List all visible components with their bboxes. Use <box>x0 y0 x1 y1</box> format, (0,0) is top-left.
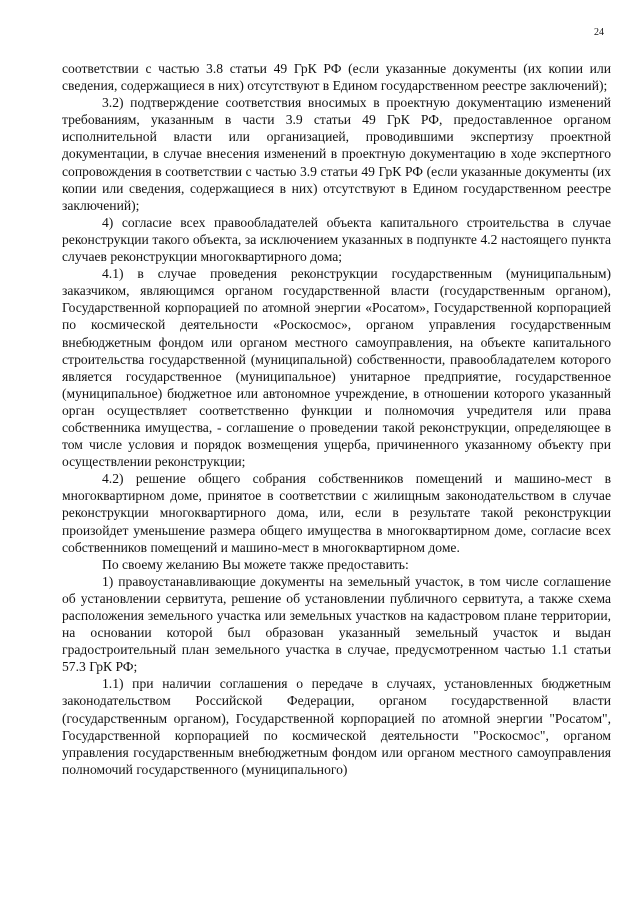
paragraph-item-4-1: 4.1) в случае проведения реконструкции государственным (муниципальным) заказчиком, являющимся органом государственной власти (государственным органом), Государственной корпорацией по атомной энергии «Росатом», Государственной корпорацией по космической деятельности «Роскосмос», органом управления государственным внебюджетным фондом или органом местного самоуправления, на объекте капитального строительства государственной (муниципальной) собственности, правообладателем которого является государственное (муниципальное) унитарное предприятие, государственное (муниципальное) бюджетное или автономное учреждение, в отношении которого указанный орган осуществляет соответственно функции и полномочия учредителя или права собственника имущества, - соглашение о проведении такой реконструкции, определяющее в том числе условия и порядок возмещения ущерба, причиненного указанному объекту при осуществлении реконструкции; <box>62 266 611 470</box>
paragraph-optional-item-1-1: 1.1) при наличии соглашения о передаче в случаях, установленных бюджетным законодательством Российской Федерации, органом государственной власти (государственным органом), Государственной корпорацией по атомной энергии "Росатом", Государственной корпорацией по космической деятельности "Роскосмос", органом управления государственным внебюджетным фондом или органом местного самоуправления полномочий государственного (муниципального) <box>62 676 611 777</box>
paragraph-item-4-2: 4.2) решение общего собрания собственников помещений и машино-мест в многоквартирном доме, принятое в соответствии с жилищным законодательством в случае реконструкции многоквартирного дома, или, если в результате такой реконструкции произойдет уменьшение размера общего имущества в многоквартирном доме, согласие всех собственников помещений и машино-мест в многоквартирном доме. <box>62 471 611 555</box>
paragraph-item-4: 4) согласие всех правообладателей объекта капитального строительства в случае реконструкции такого объекта, за исключением указанных в подпункте 4.2 настоящего пункта случаев реконструкции многоквартирного дома; <box>62 214 611 265</box>
paragraph-optional-intro: По своему желанию Вы можете также предоставить: <box>102 556 409 572</box>
document-body <box>62 60 611 778</box>
page-number: 24 <box>594 27 604 38</box>
paragraph-item-3-2: 3.2) подтверждение соответствия вносимых в проектную документацию изменений требованиям, указанным в части 3.9 статьи 49 ГрК РФ, предоставленное органом исполнительной власти или организацией, проводившими экспертизу проектной документации, в случае внесения изменений в проектную документацию в ходе экспертного сопровождения в соответствии с частью 3.9 статьи 49 ГрК РФ (если указанные документы (их копии или сведения, содержащиеся в них) отсутствуют в Едином государственном реестре заключений); <box>62 95 611 213</box>
paragraph-optional-item-1: 1) правоустанавливающие документы на земельный участок, в том числе соглашение об установлении сервитута, решение об установлении публичного сервитута, а также схема расположения земельного участка или земельных участков на кадастровом плане территории, на основании которой был образован указанный земельный участок и выдан градостроительный план земельного участка в случае, предусмотренном частью 1.1 статьи 57.3 ГрК РФ; <box>62 573 611 675</box>
paragraph-continuation-3-1: соответствии с частью 3.8 статьи 49 ГрК РФ (если указанные документы (их копии или сведения, содержащиеся в них) отсутствуют в Едином государственном реестре заключений); <box>62 61 611 94</box>
